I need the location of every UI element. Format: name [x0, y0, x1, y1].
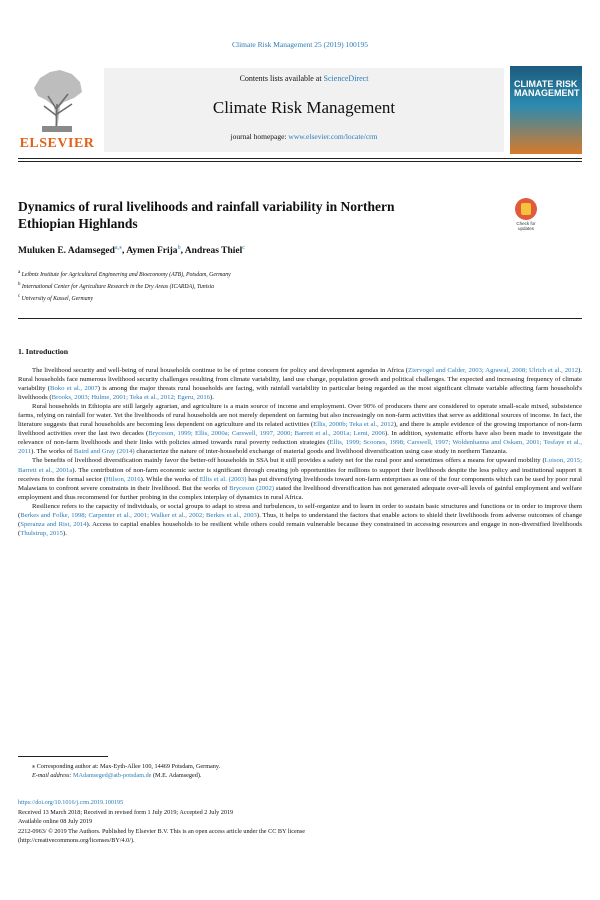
paragraph-text: has put diversifying livelihoods toward non-farm enterprises as one of the four components which can be used by poor rural Malawians to confront severe constraints in their livelihood. But the works of — [18, 475, 582, 492]
citation-link[interactable]: Hilson, 2016 — [105, 475, 141, 483]
author — [185, 246, 245, 256]
paragraph-text: Resilience refers to the capacity of individuals, or social groups to adapt to stress and turbulences, to self-organize and to learn in order to sustain basic structures and functions or in order to improve them ( — [18, 502, 582, 519]
author — [18, 246, 126, 256]
header-rule — [18, 158, 582, 159]
affiliation — [18, 292, 578, 304]
citation-link[interactable]: Ellis, 1999; Scoones, 1998; Carswell, 1997; Woldenhanna and Oskam, 2001; Tesfaye et al., 2011 — [18, 439, 582, 456]
paragraph-text: ). While the works of — [140, 475, 200, 483]
paragraph-text: characterize the nature of inter-household exchange of material goods and livelihood diversification using case study in northern Tanzania. — [134, 448, 508, 456]
affiliation-marker: b — [18, 281, 21, 287]
homepage-link[interactable]: www.elsevier.com/locate/crm — [288, 132, 378, 141]
footnote-rule — [18, 756, 108, 757]
corresponding-author-note: ⁎ Corresponding author at: Max-Eyth-Allee 100, 14469 Potsdam, Germany. — [32, 763, 221, 770]
article-title-line-1: Dynamics of rural livelihoods and rainfall variability in Northern — [18, 199, 395, 214]
citation-link[interactable]: Ellis et al. (2003) — [199, 475, 247, 483]
email-link[interactable]: MAdamseged@atb-potsdam.de — [73, 772, 152, 779]
paragraph-text: ). Rural households face numerous livelihood security challenges resulting from climate variability, land use change, population growth and political challenges. The expected and increasing frequency of climate variability ( — [18, 367, 582, 393]
paragraph-text: ). — [62, 529, 67, 537]
citation-link[interactable]: Loison, 2015; Barrett et al., 2001a — [18, 457, 582, 474]
author-list — [18, 244, 578, 256]
affiliation — [18, 268, 578, 280]
citation-link[interactable]: Bryceson (2002) — [229, 484, 275, 492]
license-url[interactable]: (http://creativecommons.org/licenses/BY/4.0/). — [18, 837, 135, 845]
citation-link[interactable]: Speranza and Rist, 2014 — [20, 520, 87, 528]
author-name: Muluken E. Adamseged — [18, 246, 115, 257]
check-updates-label: Check for updates — [516, 221, 536, 231]
elsevier-logo[interactable] — [18, 64, 96, 156]
email-note — [18, 771, 582, 780]
paragraph-text: ). The contribution of non-farm economic sector is significant through creating job opportunities for millions to support their livelihoods despite the less policy and institutional support it receives from the formal sector ( — [18, 466, 582, 483]
affiliation-marker: c — [18, 293, 21, 299]
body-text — [18, 366, 582, 538]
contents-line — [104, 74, 504, 83]
citation-link[interactable]: Baird and Gray (2014) — [73, 448, 135, 456]
affiliation-text: Leibniz Institute for Agricultural Engineering and Bioeconomy (ATB), Potsdam, Germany — [21, 271, 231, 278]
article-title — [18, 198, 498, 232]
paragraph — [18, 402, 582, 456]
paragraph-text: ). Thus, it helps to understand the factors that enable actors to shield their livelihoods from adverse outcomes of change ( — [18, 511, 582, 528]
footnotes — [18, 762, 582, 780]
cover-title: CLIMATE RISK MANAGEMENT — [514, 79, 580, 98]
paragraph-text: Rural households in Ethiopia are still largely agrarian, and agriculture is a main source of income and employment. Over 90% of producers there are considered to operate small-scale mixed, subsistence farms, relying on rainfall for water. Yet the livelihoods of rural households are not merely dependent on farming but also increasingly on non-farm activities that serve as additional sources of income. In fact, the literature suggests that rural households are becoming less dependent on agriculture and its related activities ( — [18, 403, 582, 429]
paragraph-text: ) is among the major threats rural households are facing, with rainfall variability in particular being regarded as the most significant climate variable affecting farm household's livelihoods ( — [18, 385, 582, 402]
paragraph-text: ), and there is ample evidence of the growing importance of non-farm livelihood activities over the last two decades ( — [18, 421, 583, 438]
available-online: Available online 08 July 2019 — [18, 818, 93, 826]
journal-header-box — [104, 68, 504, 152]
paragraph-text: stated the livelihood diversification has not generated adequate over-all levels of gainful employment and welfare employment and thus recommend for further probing in the complex interplay of dynamics in rural Africa. — [18, 484, 583, 501]
header-rule-secondary — [18, 161, 582, 162]
affiliation-text: International Center for Agriculture Research in the Dry Areas (ICARDA), Tunisia — [21, 283, 215, 290]
homepage-line — [104, 132, 504, 141]
section-divider — [18, 318, 582, 319]
citation-link[interactable]: Thulstrup, 2015 — [20, 529, 63, 537]
sciencedirect-link[interactable]: ScienceDirect — [323, 74, 369, 83]
journal-cover-image[interactable] — [510, 66, 582, 154]
author-separator: , — [122, 246, 127, 257]
author-name: Aymen Frija — [126, 246, 178, 257]
author-separator: , — [180, 246, 185, 257]
elsevier-tree-icon — [26, 66, 88, 134]
affiliation-list — [18, 268, 578, 304]
citation-link[interactable]: Ziervogel and Calder, 2003; Agrawal, 2008; Ulrich et al., 2012 — [408, 367, 579, 374]
paragraph — [18, 366, 582, 402]
masthead — [18, 64, 582, 156]
author-affil-marker[interactable]: c — [242, 245, 245, 251]
paragraph-text: ). The works of — [31, 448, 74, 456]
journal-reference[interactable]: Climate Risk Management 25 (2019) 100195 — [231, 40, 369, 49]
check-updates-icon — [515, 198, 537, 220]
email-label: E-mail address: — [32, 772, 74, 779]
paragraph-text: The livelihood security and well-being of rural households continue to be of prime concern for policy and development agendas in Africa ( — [32, 367, 409, 374]
homepage-prefix: journal homepage: — [230, 132, 289, 141]
citation-link[interactable]: Bryceson, 1999; Ellis, 2000a; Carswell, 1997, 2000; Barrett et al., 2001a; Lemi, 2006 — [148, 430, 386, 438]
doi-link[interactable]: https://doi.org/10.1016/j.crm.2019.100195 — [18, 799, 124, 806]
email-suffix: (M.E. Adamseged). — [151, 772, 202, 779]
paragraph — [18, 456, 582, 501]
contents-prefix: Contents lists available at — [239, 74, 324, 83]
citation-link[interactable]: Boko et al., 2007 — [50, 385, 98, 393]
author-affil-marker[interactable]: a,⁎ — [114, 245, 123, 251]
publisher-name: ELSEVIER — [19, 136, 95, 151]
affiliation-marker: a — [18, 270, 21, 275]
article-title-line-2: Ethiopian Highlands — [18, 216, 138, 231]
paragraph — [18, 502, 582, 538]
author-affil-marker[interactable]: b — [177, 245, 181, 251]
author-name: Andreas Thiel — [184, 246, 243, 257]
citation-link[interactable]: Brooks, 2003; Hulme, 2001; Teka et al., 2012; Egeru, 2016 — [51, 394, 211, 402]
paragraph-text: The benefits of livelihood diversification mainly favor the better-off households in SSA but it still provides a safety net for the rural poor and sometimes offers a means for upward mobility ( — [32, 457, 545, 465]
citation-link[interactable]: Berkes and Folke, 1998; Carpenter et al., 2001; Walker et al., 2002; Berkes et al., 2003 — [20, 511, 257, 519]
journal-title: Climate Risk Management — [212, 98, 396, 117]
paragraph-text: ). In addition, systematic efforts have also been made to investigate the relevance of non-farm livelihoods and their links with policies aimed towards rural poverty reduction strategies ( — [18, 430, 582, 447]
paragraph-text: ). Access to capital enables households to be resilient while others could remain vulnerable because they constrained in accessing resources and engage in non-diversified livelihoods ( — [18, 520, 582, 537]
author — [126, 246, 185, 256]
affiliation-text: University of Kassel, Germany — [21, 295, 94, 302]
paragraph-text: ). — [210, 394, 214, 402]
section-heading: 1. Introduction — [18, 347, 69, 356]
check-for-updates-button[interactable] — [510, 198, 542, 234]
received-dates: Received 13 March 2018; Received in revised form 1 July 2019; Accepted 2 July 2019 — [18, 808, 234, 816]
article-info — [18, 798, 582, 846]
citation-link[interactable]: Ellis, 2000b; Teka et al., 2012 — [313, 421, 394, 429]
license-text: 2212-0963/ © 2019 The Authors. Published by Elsevier B.V. This is an open access article under the CC BY license — [18, 827, 305, 835]
affiliation — [18, 280, 578, 292]
